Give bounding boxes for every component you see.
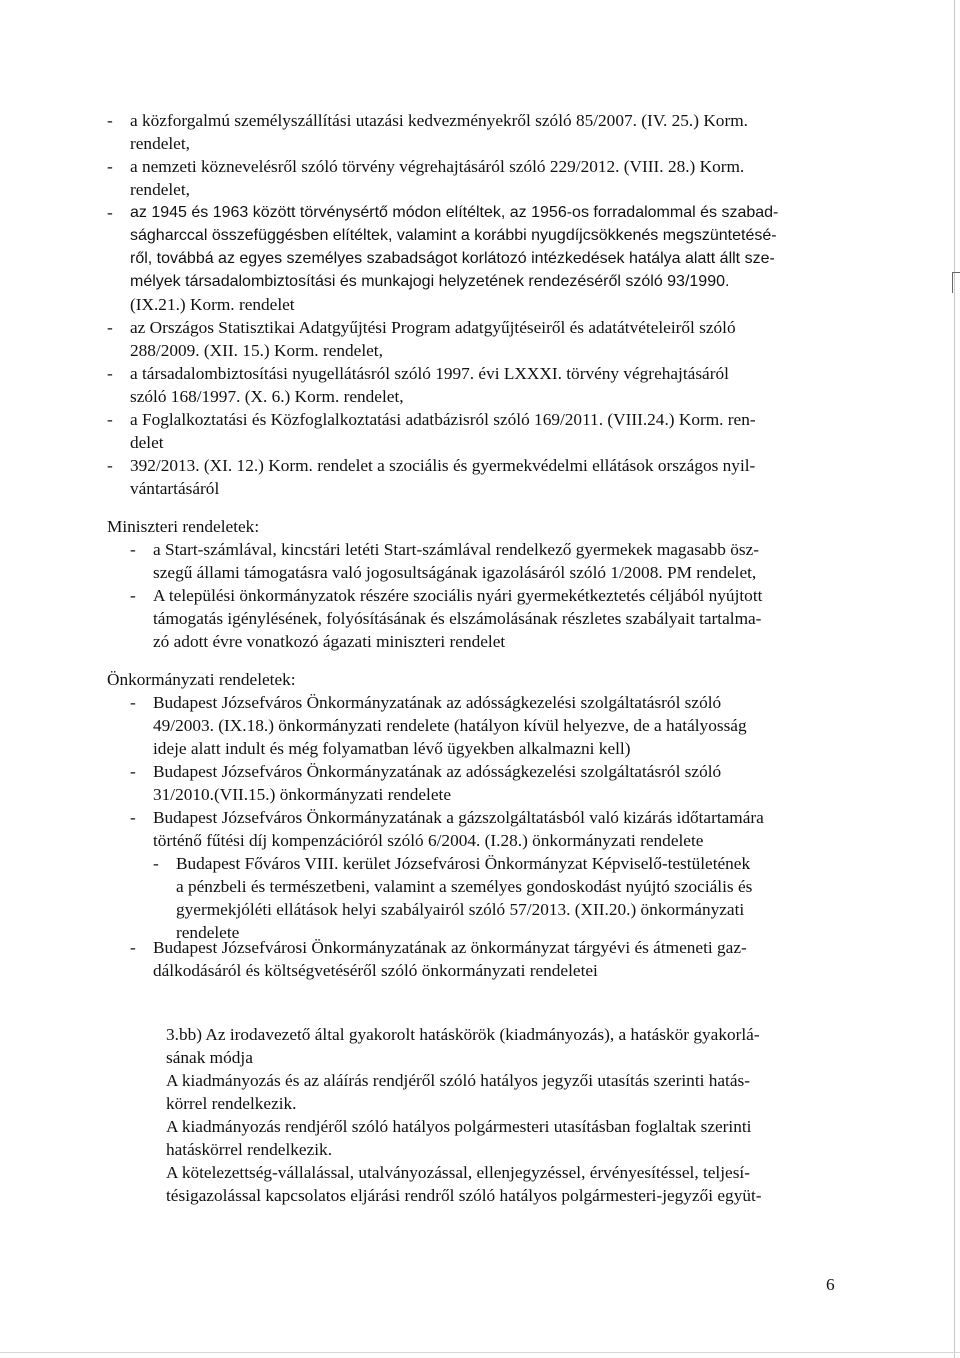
scan-edge <box>0 1352 960 1353</box>
text-line: 31/2010.(VII.15.) önkormányzati rendelete <box>153 785 452 804</box>
text-line: mélyek társadalombiztosítási és munkajogi helyzetének rendezéséről szóló 93/1990. <box>130 273 730 290</box>
text-line: ideje alatt indult és még folyamatban lévő ügyekben alkalmazni kell) <box>153 739 631 758</box>
text-line: zó adott évre vonatkozó ágazati miniszteri rendelet <box>153 632 506 651</box>
text-line: 49/2003. (IX.18.) önkormányzati rendelete (hatályon kívül helyezve, de a hatályosság <box>153 716 747 735</box>
text-line: rendelet, <box>130 180 190 199</box>
list-dash: - <box>130 938 136 957</box>
list-dash: - <box>107 364 113 383</box>
text-line: delet <box>130 433 164 452</box>
list-dash: - <box>107 111 113 130</box>
text-line: (IX.21.) Korm. rendelet <box>130 295 295 314</box>
text-line: A kiadmányozás és az aláírás rendjéről szóló hatályos jegyzői utasítás szerinti hatás- <box>166 1071 751 1090</box>
text-line: Budapest Józsefváros Önkormányzatának az adósságkezelési szolgáltatásról szóló <box>153 762 722 781</box>
list-dash: - <box>130 762 136 781</box>
text-line: a Start-számlával, kincstári letéti Start-számlával rendelkező gyermekek magasabb ösz- <box>153 540 760 559</box>
text-line: 392/2013. (XI. 12.) Korm. rendelet a szociális és gyermekvédelmi ellátások országos nyil- <box>130 456 756 475</box>
scan-edge <box>954 0 955 1358</box>
text-line: dálkodásáról és költségvetéséről szóló önkormányzati rendeletei <box>153 961 598 980</box>
text-line: rendelete <box>176 923 240 942</box>
text-line: szegű állami támogatásra való jogosultságának igazolásáról szóló 1/2008. PM rendelet, <box>153 563 757 582</box>
text-line: Budapest Főváros VIII. kerület Józsefvárosi Önkormányzat Képviselő-testületének <box>176 854 751 873</box>
list-dash: - <box>107 203 113 222</box>
text-line: szóló 168/1997. (X. 6.) Korm. rendelet, <box>130 387 404 406</box>
text-line: körrel rendelkezik. <box>166 1094 297 1113</box>
text-line: A kötelezettség-vállalással, utalványozással, ellenjegyzéssel, érvényesítéssel, teljesí- <box>166 1163 750 1182</box>
text-line: Budapest Józsefvárosi Önkormányzatának az önkormányzat tárgyévi és átmeneti gaz- <box>153 938 747 957</box>
text-line: az Országos Statisztikai Adatgyűjtési Program adatgyűjtéseiről és adatátvételeiről szóló <box>130 318 736 337</box>
list-dash: - <box>130 808 136 827</box>
text-line: ről, továbbá az egyes személyes szabadságot korlátozó intézkedések hatálya alatt állt sze- <box>130 250 775 267</box>
list-dash: - <box>130 540 136 559</box>
text-line: a Foglalkoztatási és Közfoglalkoztatási adatbázisról szóló 169/2011. (VIII.24.) Korm. ren- <box>130 410 756 429</box>
text-line: a társadalombiztosítási nyugellátásról szóló 1997. évi LXXXI. törvény végrehajtásáról <box>130 364 729 383</box>
text-line: történő fűtési díj kompenzációról szóló 6/2004. (I.28.) önkormányzati rendelete <box>153 831 704 850</box>
text-line: az 1945 és 1963 között törvénysértő módon elítéltek, az 1956-os forradalommal és szabad- <box>130 204 779 221</box>
section-heading: Önkormányzati rendeletek: <box>107 670 296 689</box>
text-line: A települési önkormányzatok részére szociális nyári gyermekétkeztetés céljából nyújtott <box>153 586 763 605</box>
text-line: Budapest Józsefváros Önkormányzatának az adósságkezelési szolgáltatásról szóló <box>153 693 722 712</box>
text-line: rendelet, <box>130 134 190 153</box>
text-line: Budapest Józsefváros Önkormányzatának a gázszolgáltatásból való kizárás időtartamára <box>153 808 764 827</box>
list-dash: - <box>107 318 113 337</box>
text-line: ságharccal összefüggésben elítéltek, valamint a korábbi nyugdíjcsökkenés megszüntetésé- <box>130 227 777 244</box>
list-dash: - <box>107 456 113 475</box>
text-line: vántartásáról <box>130 479 220 498</box>
list-dash: - <box>107 410 113 429</box>
text-line: 288/2009. (XII. 15.) Korm. rendelet, <box>130 341 383 360</box>
text-line: 3.bb) Az irodavezető által gyakorolt hatáskörök (kiadmányozás), a hatáskör gyakorlá- <box>166 1025 760 1044</box>
page-number: 6 <box>826 1275 835 1294</box>
text-line: a pénzbeli és természetbeni, valamint a személyes gondoskodást nyújtó szociális és <box>176 877 753 896</box>
list-dash: - <box>153 854 159 873</box>
text-line: hatáskörrel rendelkezik. <box>166 1140 333 1159</box>
scan-edge-mark <box>952 272 960 293</box>
text-line: sának módja <box>166 1048 253 1067</box>
text-line: tésigazolással kapcsolatos eljárási rendről szóló hatályos polgármesteri-jegyzői együt- <box>166 1186 762 1205</box>
text-line: a nemzeti köznevelésről szóló törvény végrehajtásáról szóló 229/2012. (VIII. 28.) Korm. <box>130 157 745 176</box>
list-dash: - <box>107 157 113 176</box>
text-line: A kiadmányozás rendjéről szóló hatályos polgármesteri utasításban foglaltak szerinti <box>166 1117 752 1136</box>
list-dash: - <box>130 586 136 605</box>
text-line: támogatás igénylésének, folyósításának és elszámolásának részletes szabályait tartalma- <box>153 609 762 628</box>
section-heading: Miniszteri rendeletek: <box>107 517 260 536</box>
text-line: gyermekjóléti ellátások helyi szabályairól szóló 57/2013. (XII.20.) önkormányzati <box>176 900 745 919</box>
text-line: a közforgalmú személyszállítási utazási kedvezményekről szóló 85/2007. (IV. 25.) Korm. <box>130 111 748 130</box>
list-dash: - <box>130 693 136 712</box>
